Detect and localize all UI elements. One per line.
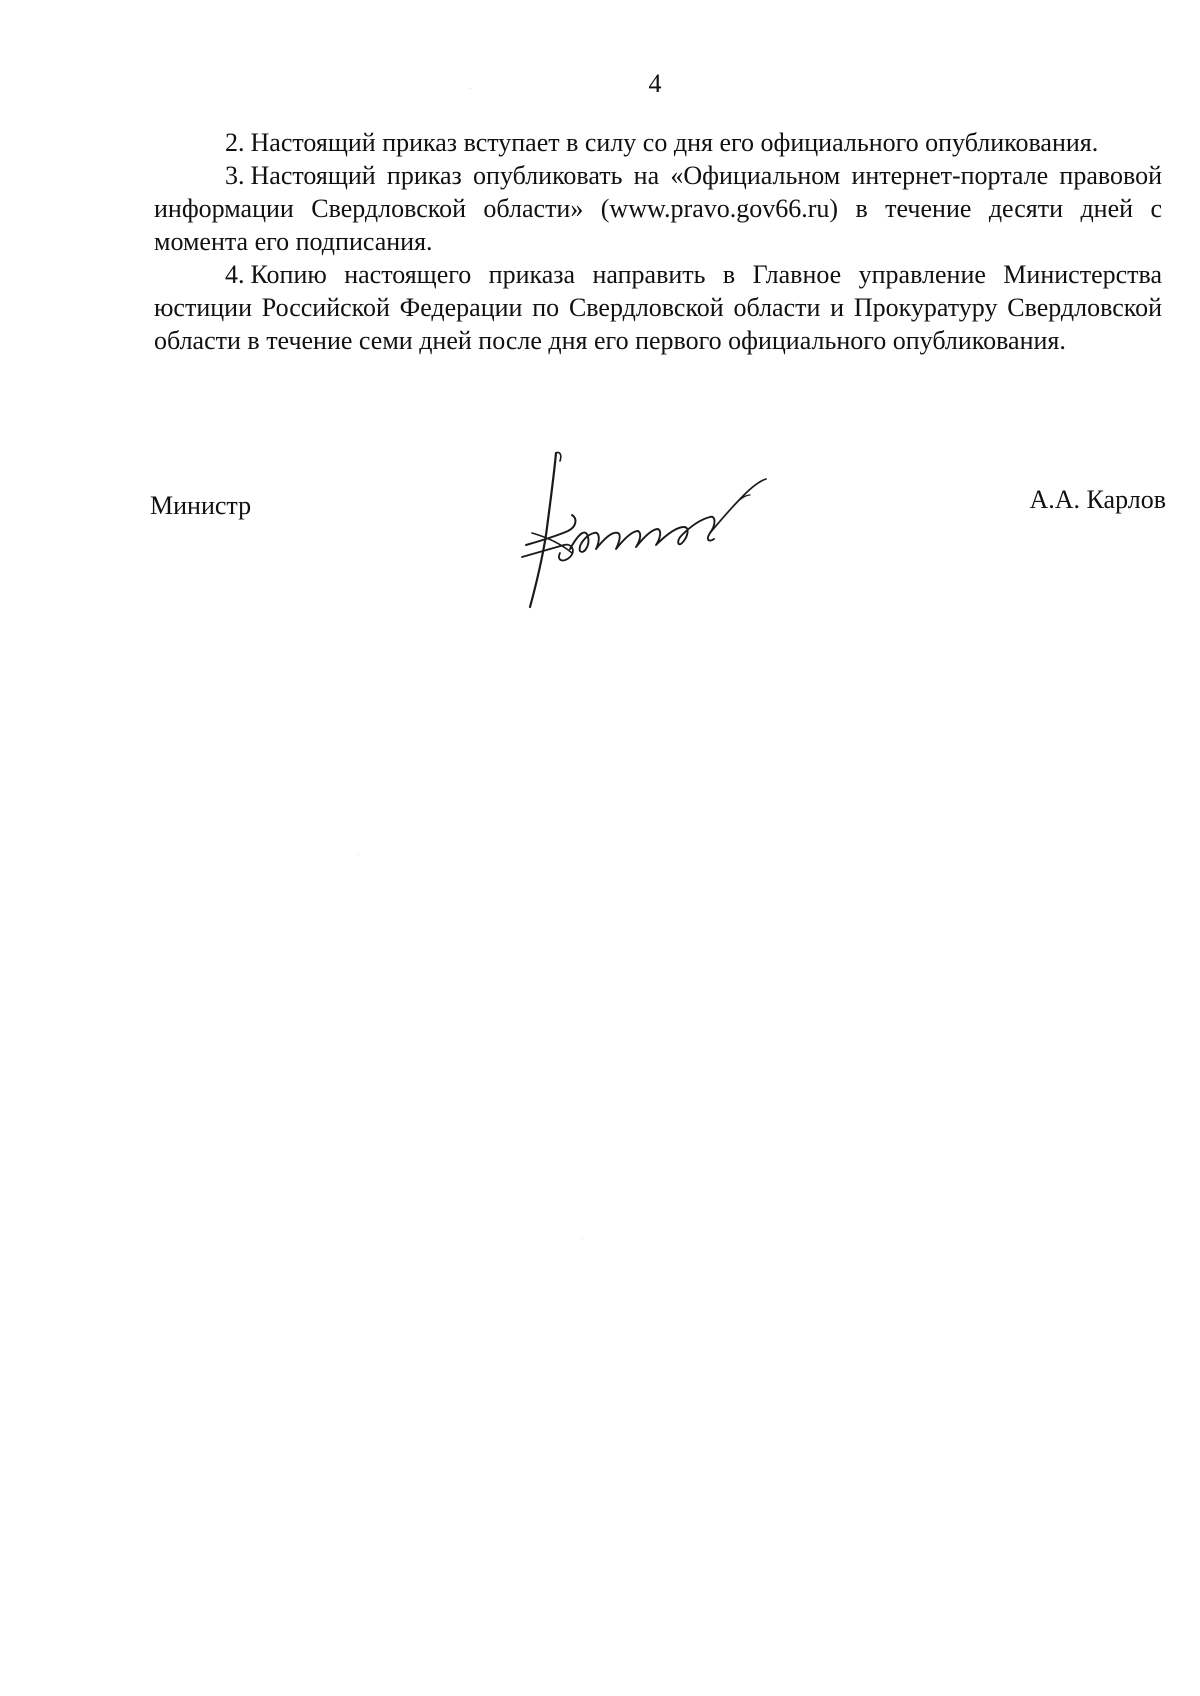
- paragraph-number: 3.: [225, 161, 245, 190]
- handwritten-signature: [520, 445, 790, 615]
- signer-position: Министр: [150, 491, 252, 520]
- paragraph-3: [154, 159, 1162, 258]
- paragraph-text: Настоящий приказ вступает в силу со дня его официального опубликования.: [250, 128, 1099, 157]
- paragraph-text: Копию настоящего приказа направить в Главное управление Министерства юстиции Российской Федерации по Свердловской области и Прокуратуру Свердловской области в течение семи дней после дня его первого официального опубликования.: [154, 260, 1162, 355]
- paragraph-2: [154, 126, 1162, 159]
- scan-speck: [470, 88, 471, 89]
- scan-speck: [358, 854, 359, 855]
- signer-name: А.А. Карлов: [1029, 485, 1166, 514]
- scan-speck: [582, 1238, 583, 1239]
- document-body: [154, 126, 1162, 357]
- paragraph-number: 4.: [225, 260, 245, 289]
- paragraph-text: Настоящий приказ опубликовать на «Официальном интернет-портале правовой информации Свердловской области» (www.pravo.gov66.ru) в течение десяти дней с момента его подписания.: [154, 161, 1162, 256]
- paragraph-number: 2.: [225, 128, 245, 157]
- paragraph-4: [154, 258, 1162, 357]
- page-number: 4: [648, 69, 662, 98]
